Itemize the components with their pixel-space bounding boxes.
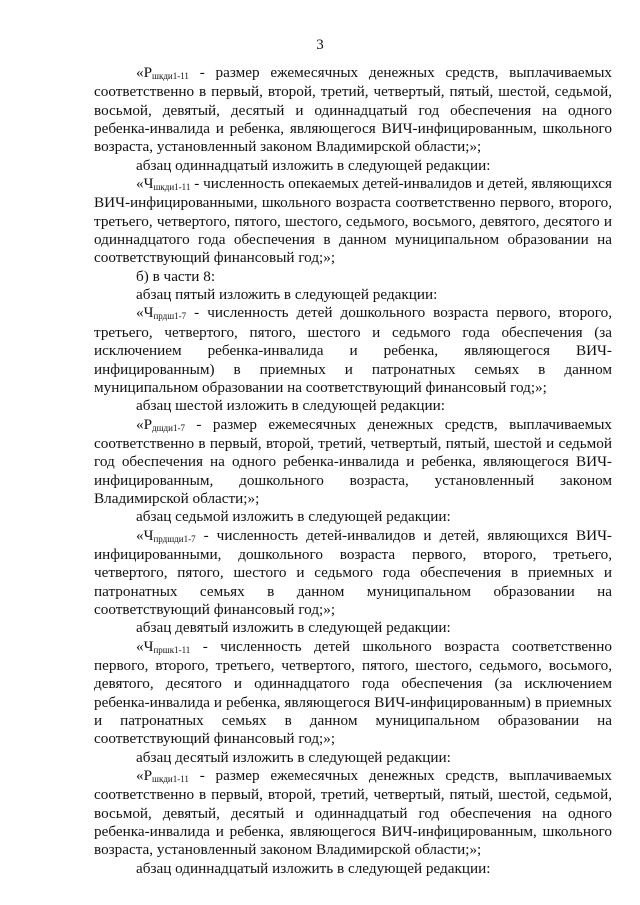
paragraph <box>94 157 612 175</box>
paragraph-text: - численность детей школьного возраста соответственно первого, второго, третьего, четвертого, пятого, шестого, седьмого, восьмого, девятого, десятого и одиннадцатого года обеспечения (за исключением ребенка-инвалида и ребенка, являющегося ВИЧ-инфицированным) в приемных и патронатных семьях в данном муниципальном образовании на соответствующий финансовый год;»; <box>94 637 612 748</box>
paragraph <box>94 619 612 637</box>
paragraph-text: абзац одиннадцатый изложить в следующей редакции: <box>136 156 491 174</box>
paragraph-text: - размер ежемесячных денежных средств, выплачиваемых соответственно в первый, второй, третий, четвертый, пятый, шестой и седьмой год обеспечения на одного ребенка-инвалида и ребенка, являющегося ВИЧ-инфицированным, дошкольного возраста, установленный законом Владимирской области;»; <box>94 415 612 507</box>
paragraph <box>94 397 612 415</box>
paragraph-text: б) в части 8: <box>136 267 216 285</box>
document-body <box>94 64 612 878</box>
paragraph <box>94 508 612 526</box>
paragraph-text: - численность опекаемых детей-инвалидов и детей, являющихся ВИЧ-инфицированными, школьного возраста соответственно первого, второго, третьего, четвертого, пятого, шестого, седьмого, восьмого, девятого, десятого и одиннадцатого года обеспечения в данном муниципальном образовании на соответствующий финансовый год;»; <box>94 175 612 267</box>
paragraph <box>94 416 612 509</box>
paragraph-text: - численность детей дошкольного возраста первого, второго, третьего, четвертого, пятого, шестого и седьмого года обеспечения (за исключением ребенка-инвалида и ребенка, являющегося ВИЧ-инфицированным) в приемных и патронатных семьях в данном муниципальном образовании на соответствующий финансовый год;»; <box>94 304 612 396</box>
paragraph <box>94 767 612 860</box>
formula-symbol: «Ч <box>136 526 154 544</box>
formula-symbol: «Ч <box>136 637 154 655</box>
paragraph-text: абзац девятый изложить в следующей редакции: <box>136 619 451 637</box>
formula-symbol: «Р <box>136 64 153 81</box>
paragraph-text: абзац седьмой изложить в следующей редакции: <box>136 508 451 526</box>
paragraph <box>94 175 612 268</box>
paragraph <box>94 860 612 878</box>
paragraph <box>94 286 612 304</box>
paragraph <box>94 638 612 749</box>
formula-subscript: шкди1-11 <box>152 774 189 785</box>
formula-subscript: дшди1-7 <box>152 422 185 433</box>
paragraph-text: - размер ежемесячных денежных средств, выплачиваемых соответственно в первый, второй, третий, четвертый, пятый, шестой, седьмой, восьмой, девятый, десятый и одиннадцатый год обеспечения на одного ребенка-инвалида и ребенка, являющегося ВИЧ-инфицированным, школьного возраста, установленный законом Владимирской области;»; <box>94 767 612 859</box>
paragraph <box>94 268 612 286</box>
formula-subscript: шкди1-11 <box>152 71 189 81</box>
paragraph-text: абзац одиннадцатый изложить в следующей редакции: <box>136 859 491 877</box>
page-number: 3 <box>316 37 324 53</box>
formula-subscript: пршк1-11 <box>153 644 191 655</box>
formula-subscript: шкди1-11 <box>153 182 191 193</box>
paragraph-text: - размер ежемесячных денежных средств, выплачиваемых соответственно в первый, второй, третий, четвертый, пятый, шестой, седьмой, восьмой, девятый, десятый и одиннадцатый год обеспечения на одного ребенка-инвалида и ребенка, являющегося ВИЧ-инфицированным, школьного возраста, установленный законом Владимирской области;»; <box>94 64 612 156</box>
paragraph-text: абзац шестой изложить в следующей редакции: <box>136 397 445 415</box>
paragraph <box>94 749 612 767</box>
paragraph <box>94 64 612 157</box>
paragraph-text: - численность детей-инвалидов и детей, являющихся ВИЧ-инфицированными, дошкольного возраста первого, второго, третьего, четвертого, пятого, шестого и седьмого года обеспечения в приемных и патронатных семьях в данном муниципальном образовании на соответствующий финансовый год;»; <box>94 526 612 618</box>
paragraph-text: абзац десятый изложить в следующей редакции: <box>136 748 451 766</box>
paragraph-text: абзац пятый изложить в следующей редакции: <box>136 286 438 304</box>
paragraph <box>94 527 612 620</box>
paragraph <box>94 304 612 397</box>
formula-subscript: прдшди1-7 <box>153 533 196 544</box>
formula-symbol: «Ч <box>136 175 154 193</box>
formula-symbol: «Ч <box>136 304 154 322</box>
formula-symbol: «Р <box>136 415 153 433</box>
formula-symbol: «Р <box>136 767 153 785</box>
formula-subscript: прдш1-7 <box>153 311 187 322</box>
